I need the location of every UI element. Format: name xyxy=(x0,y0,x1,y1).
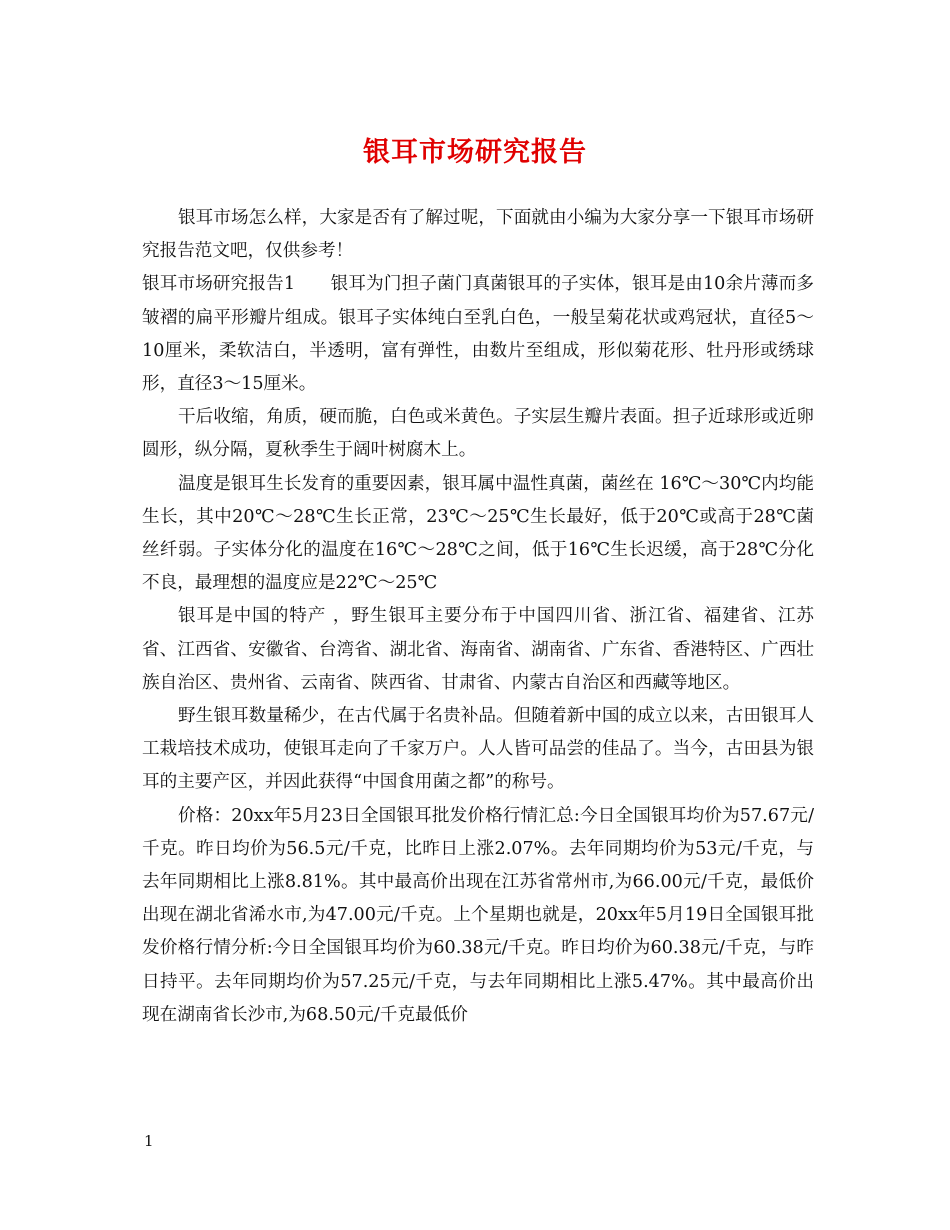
document-body xyxy=(142,202,814,1032)
paragraph-dried: 干后收缩，角质，硬而脆，白色或米黄色。子实层生瓣片表面。担子近球形或近卵圆形，纵分隔，夏秋季生于阔叶树腐木上。 xyxy=(142,407,814,461)
paragraph-price: 价格：20xx年5月23日全国银耳批发价格行情汇总:今日全国银耳均价为57.67元/千克。昨日均价为56.5元/千克，比昨日上涨2.07%。去年同期均价为53元/千克，与去年同期相比上涨8.81%。其中最高价出现在江苏省常州市,为66.00元/千克，最低价出现在湖北省浠水市,为47.00元/千克。上个星期也就是，20xx年5月19日全国银耳批发价格行情分析:今日全国银耳均价为60.38元/千克。昨日均价为60.38元/千克，与昨日持平。去年同期均价为57.25元/千克，与去年同期相比上涨5.47%。其中最高价出现在湖南省长沙市,为68.50元/千克最低价 xyxy=(142,805,814,1025)
paragraph-cultivation: 野生银耳数量稀少，在古代属于名贵补品。但随着新中国的成立以来，古田银耳人工栽培技术成功，使银耳走向了千家万户。人人皆可品尝的佳品了。当今，古田县为银耳的主要产区，并因此获得“中国食用菌之都”的称号。 xyxy=(142,706,814,793)
paragraph-distribution: 银耳是中国的特产 ，野生银耳主要分布于中国四川省、浙江省、福建省、江苏省、江西省、安徽省、台湾省、湖北省、海南省、湖南省、广东省、香港特区、广西壮族自治区、贵州省、云南省、陕西省、甘肃省、内蒙古自治区和西藏等地区。 xyxy=(142,606,814,693)
paragraph-temperature: 温度是银耳生长发育的重要因素，银耳属中温性真菌，菌丝在 16℃～30℃内均能生长，其中20℃～28℃生长正常，23℃～25℃生长最好，低于20℃或高于28℃菌丝纤弱。子实体分化的温度在16℃～28℃之间，低于16℃生长迟缓，高于28℃分化不良，最理想的温度应是22℃～25℃ xyxy=(142,473,814,594)
document-title: 银耳市场研究报告 xyxy=(363,137,587,168)
page-number: 1 xyxy=(144,1132,154,1150)
paragraph-report-1: 银耳市场研究报告1 银耳为门担子菌门真菌银耳的子实体，银耳是由10余片薄而多皱褶的扁平形瓣片组成。银耳子实体纯白至乳白色，一般呈菊花状或鸡冠状，直径5～10厘米，柔软洁白，半透明，富有弹性，由数片至组成，形似菊花形、牡丹形或绣球形，直径3～15厘米。 xyxy=(142,274,814,395)
paragraph-intro: 银耳市场怎么样，大家是否有了解过呢，下面就由小编为大家分享一下银耳市场研究报告范文吧，仅供参考！ xyxy=(142,208,814,262)
